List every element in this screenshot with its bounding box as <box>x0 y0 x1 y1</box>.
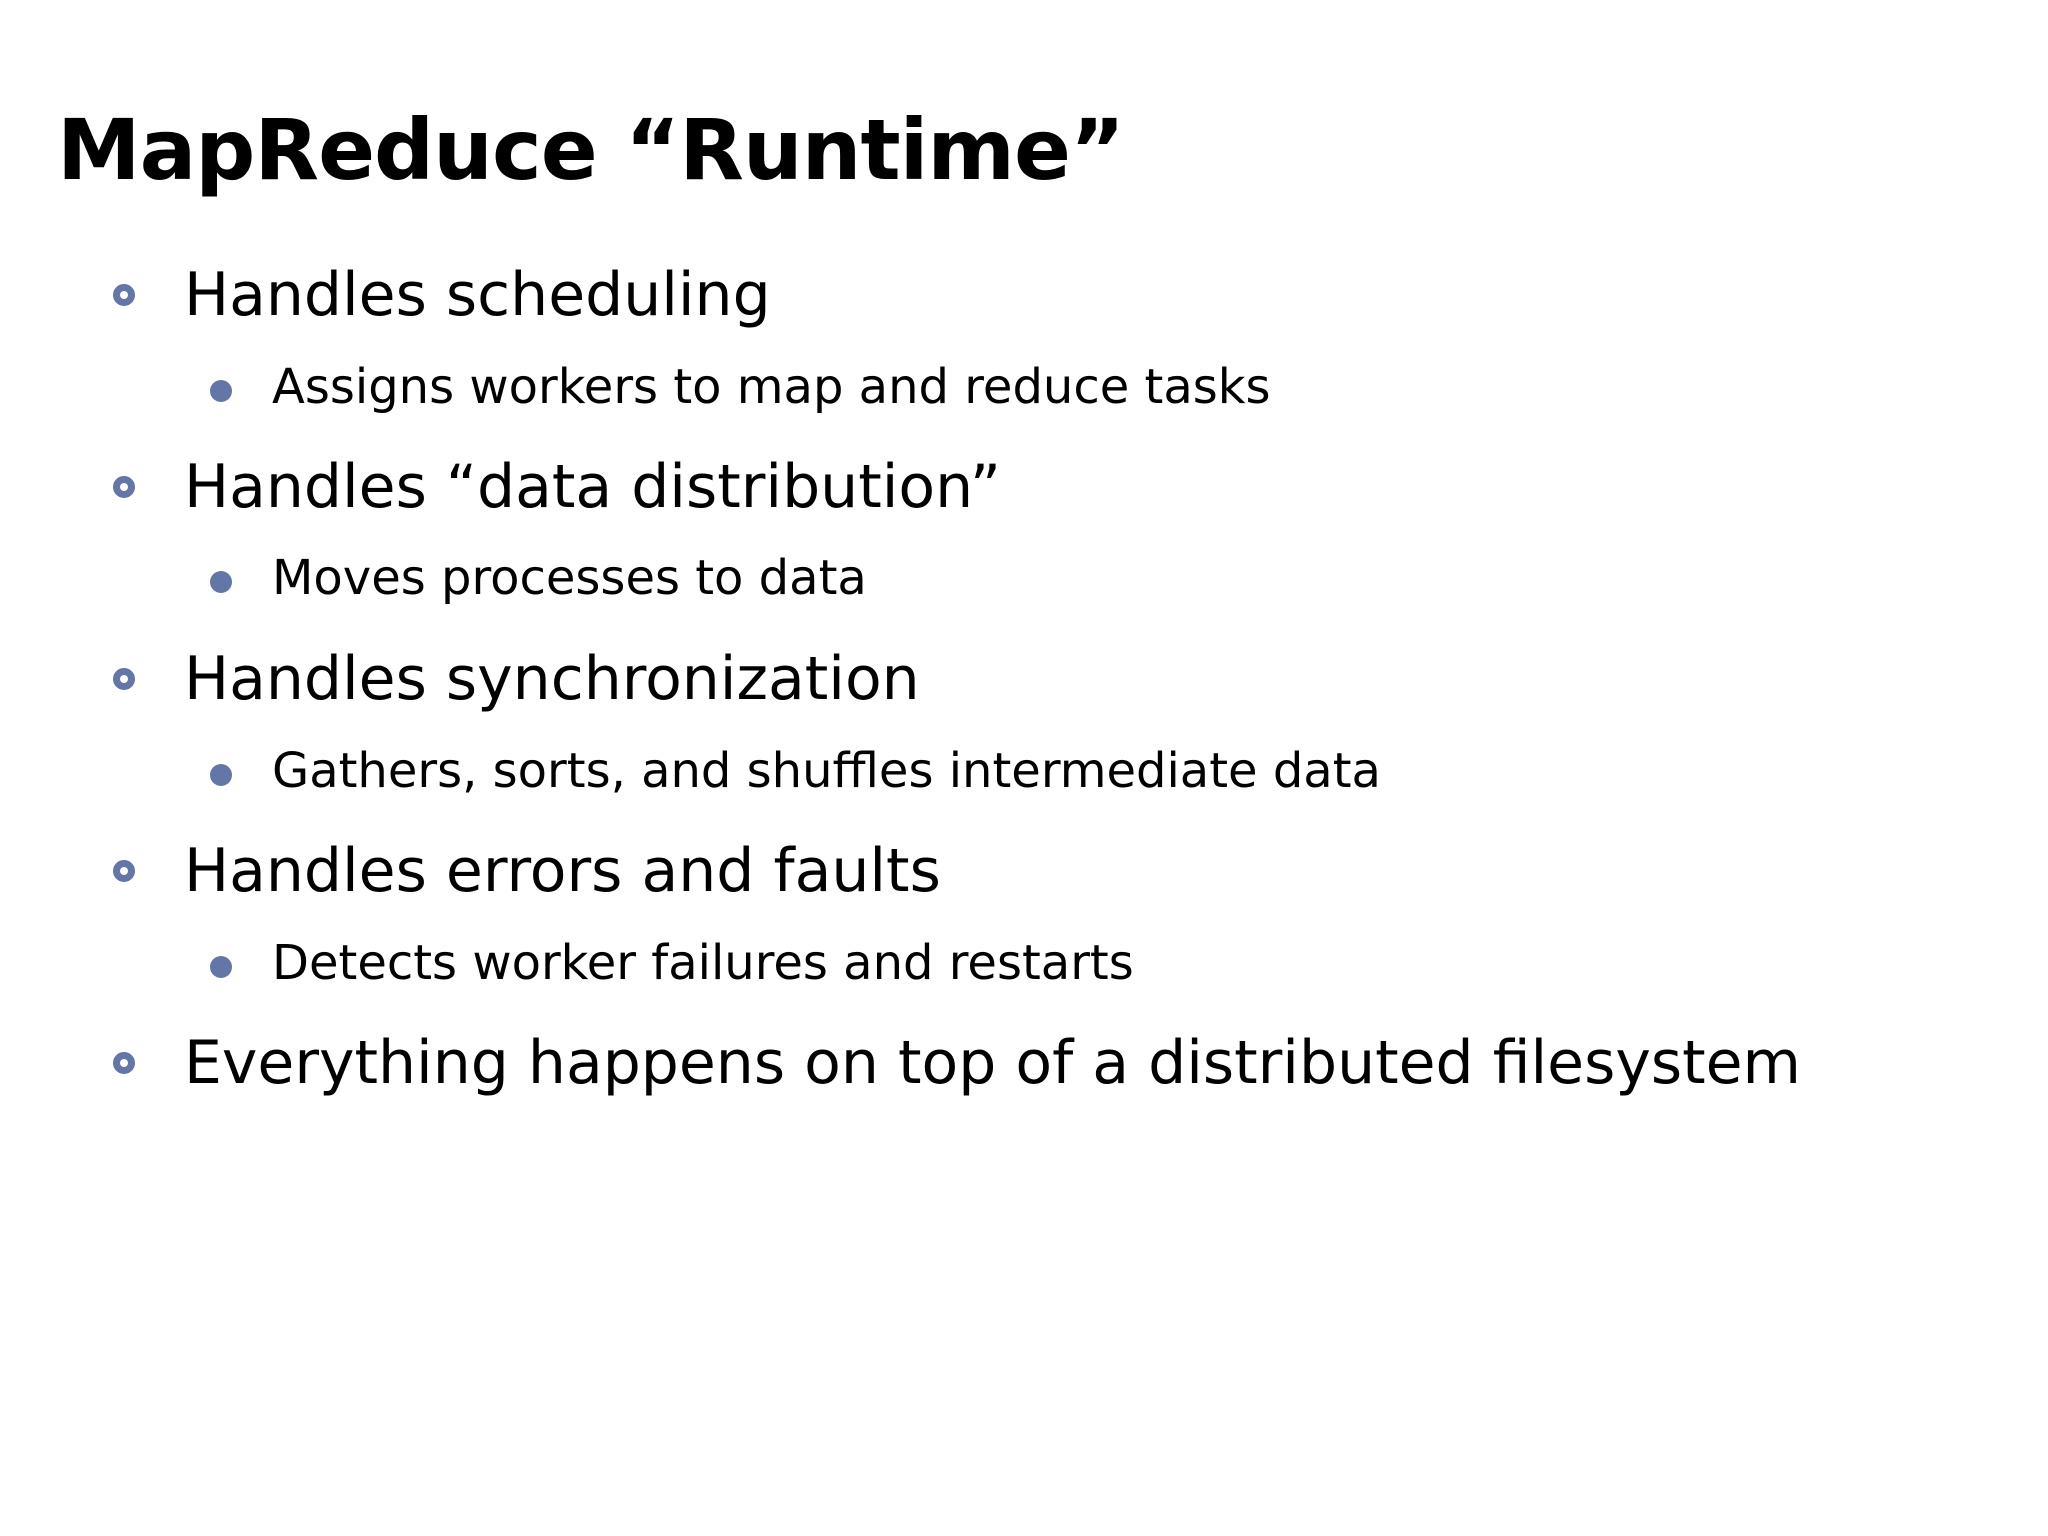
ring-bullet-icon <box>113 284 135 306</box>
slide-title: MapReduce “Runtime” <box>57 101 1125 199</box>
sub-bullet-text: Detects worker failures and restarts <box>272 935 1134 991</box>
dot-bullet-icon <box>210 956 232 978</box>
sub-bullet-text: Assigns workers to map and reduce tasks <box>272 359 1271 415</box>
bullet-text: Handles synchronization <box>184 644 920 714</box>
ring-bullet-icon <box>113 860 135 882</box>
bullet-text: Handles errors and faults <box>184 836 941 906</box>
ring-bullet-icon <box>113 476 135 498</box>
sub-bullet-text: Moves processes to data <box>272 550 867 606</box>
bullet-text: Handles “data distribution” <box>184 452 1001 522</box>
bullet-text: Everything happens on top of a distributed filesystem <box>184 1028 1801 1098</box>
dot-bullet-icon <box>210 764 232 786</box>
dot-bullet-icon <box>210 380 232 402</box>
sub-bullet-text: Gathers, sorts, and shuffles intermediate data <box>272 743 1381 799</box>
bullet-text: Handles scheduling <box>184 260 771 330</box>
dot-bullet-icon <box>210 571 232 593</box>
ring-bullet-icon <box>113 1052 135 1074</box>
ring-bullet-icon <box>113 668 135 690</box>
